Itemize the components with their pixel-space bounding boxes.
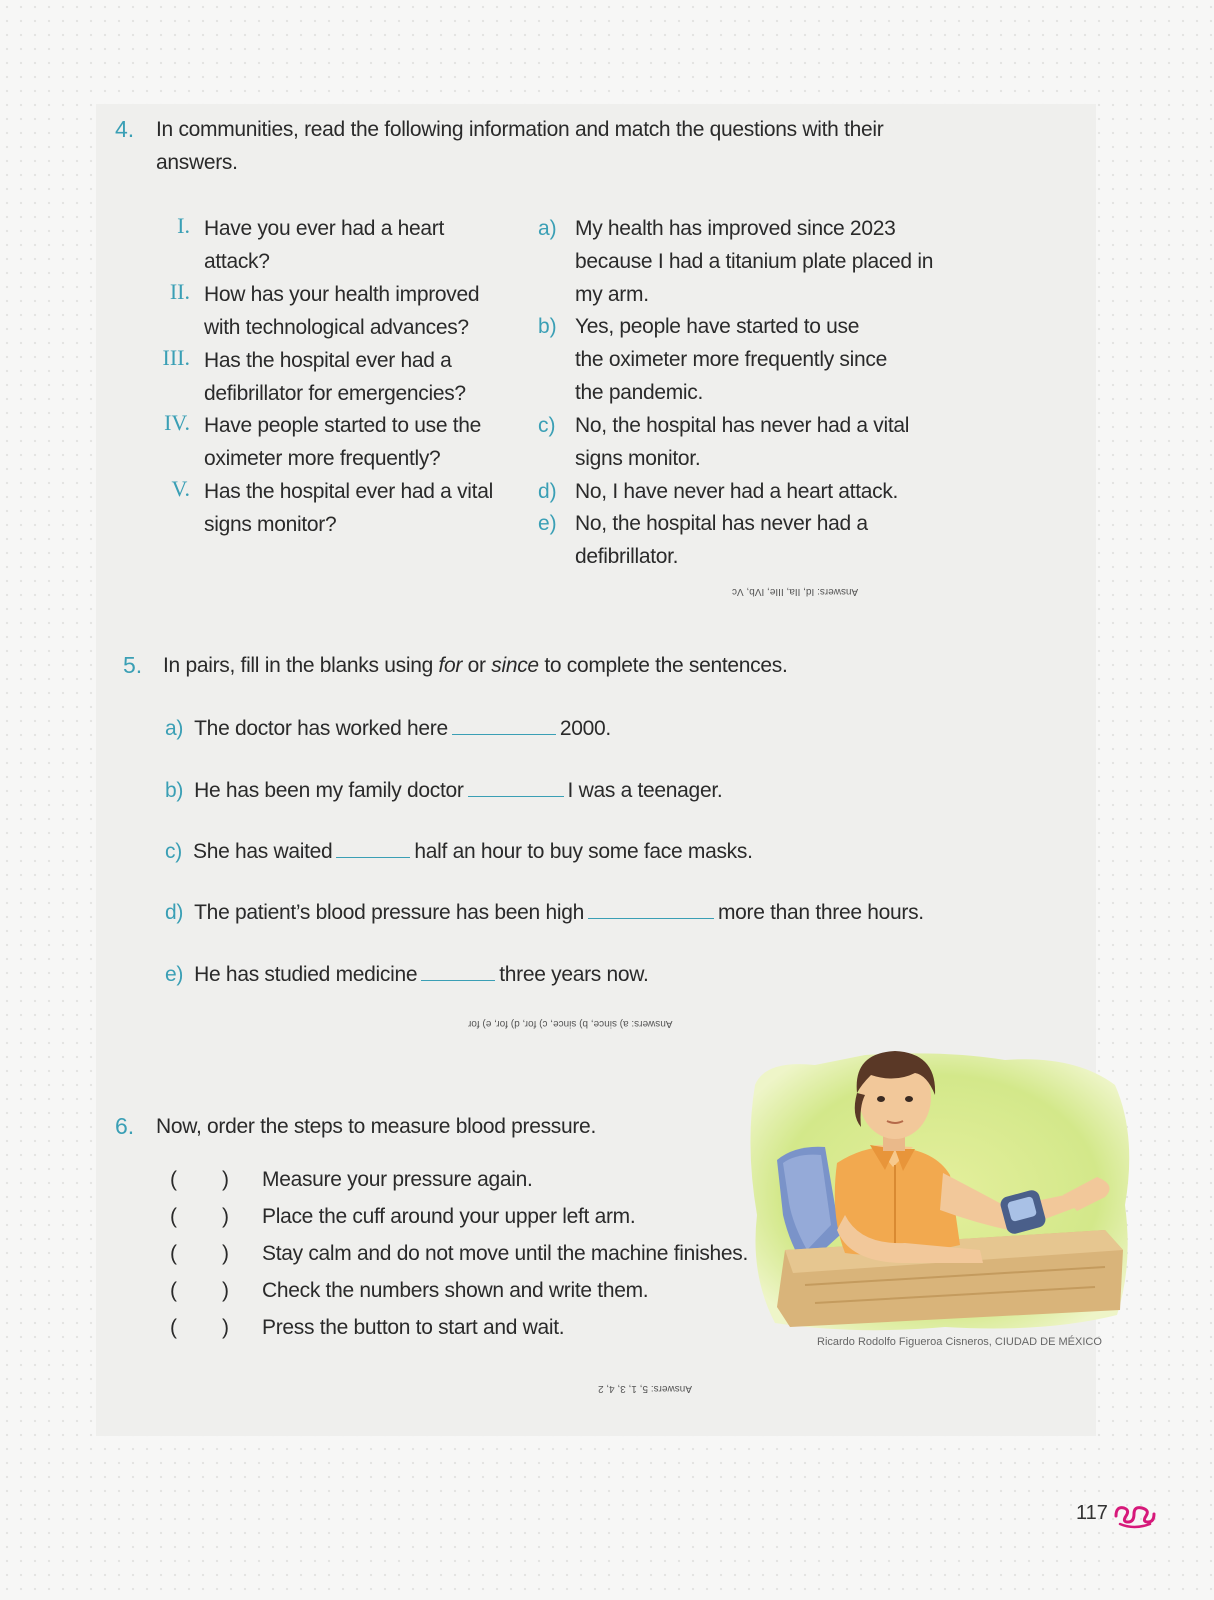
- answer-key-4: Answers: Id, IIa, IIIe, IVb, Vc: [732, 586, 859, 597]
- answer-text: the pandemic.: [575, 381, 704, 404]
- answer-text: Yes, people have started to use: [575, 315, 860, 338]
- sentence-letter: d): [165, 901, 184, 924]
- answer-letter: c): [538, 414, 556, 437]
- answer-text: the oximeter more frequently since: [575, 348, 887, 371]
- question-numeral: II.: [169, 279, 190, 304]
- answer-item: [575, 212, 955, 311]
- exercise-6-number: 6.: [115, 1113, 135, 1139]
- sentence-letter: a): [165, 717, 184, 740]
- sentence-row: [165, 960, 649, 990]
- answer-text: defibrillator.: [575, 545, 679, 568]
- answer-item: [575, 310, 955, 409]
- question-item: [204, 409, 504, 475]
- paren-close: ): [222, 1279, 229, 1302]
- sentence-before: He has been my family doctor: [194, 779, 464, 802]
- sentence-row: [165, 776, 722, 806]
- answer-item: [575, 475, 955, 508]
- answer-key-6: Answers: 5, 1, 3, 4, 2: [598, 1383, 692, 1394]
- blank-field[interactable]: [421, 960, 495, 981]
- instruction-line: In communities, read the following information and match the questions with their: [156, 118, 884, 141]
- question-text: signs monitor?: [204, 513, 337, 536]
- blank-field[interactable]: [452, 714, 556, 735]
- answer-text: because I had a titanium plate placed in: [575, 250, 934, 273]
- step-text: Check the numbers shown and write them.: [262, 1279, 649, 1302]
- sentence-letter: e): [165, 963, 184, 986]
- exercise-4-number: 4.: [115, 116, 135, 142]
- instruction-text: to complete the sentences.: [538, 654, 788, 677]
- step-text: Stay calm and do not move until the machine finishes.: [262, 1242, 749, 1265]
- sentence-after: 2000.: [559, 717, 611, 740]
- question-numeral: IV.: [164, 410, 190, 435]
- step-text: Measure your pressure again.: [262, 1168, 533, 1191]
- question-numeral: I.: [177, 213, 190, 238]
- paren-open: (: [170, 1168, 177, 1191]
- sentence-after: I was a teenager.: [567, 779, 723, 802]
- blank-field[interactable]: [588, 898, 714, 919]
- question-text: Have people started to use the: [204, 414, 482, 437]
- sentence-row: [165, 898, 924, 928]
- question-item: [204, 212, 504, 278]
- instruction-text: In pairs, fill in the blanks using: [163, 654, 439, 677]
- answer-letter: b): [538, 315, 557, 338]
- question-text: Has the hospital ever had a vital: [204, 480, 493, 503]
- paren-open: (: [170, 1205, 177, 1228]
- blank-field[interactable]: [336, 837, 410, 858]
- instruction-line: answers.: [156, 151, 238, 174]
- sentence-before: She has waited: [192, 840, 333, 863]
- paren-open: (: [170, 1242, 177, 1265]
- sentence-before: The doctor has worked here: [194, 717, 448, 740]
- blank-field[interactable]: [468, 776, 564, 797]
- answer-text: No, the hospital has never had a: [575, 512, 868, 535]
- instruction-keyword-since: since: [491, 654, 539, 677]
- paren-open: (: [170, 1279, 177, 1302]
- paren-close: ): [222, 1316, 229, 1339]
- answer-text: No, the hospital has never had a vital: [575, 414, 910, 437]
- paren-close: ): [222, 1205, 229, 1228]
- answer-text: No, I have never had a heart attack.: [575, 480, 899, 503]
- blood-pressure-illustration: [745, 1045, 1135, 1335]
- instruction-keyword-for: for: [438, 654, 463, 677]
- question-item: [204, 475, 504, 541]
- publisher-logo-icon: [1112, 1500, 1158, 1530]
- paren-close: ): [222, 1242, 229, 1265]
- sentence-letter: c): [165, 840, 182, 863]
- question-text: attack?: [204, 250, 270, 273]
- question-item: [204, 344, 504, 410]
- sentence-after: more than three hours.: [717, 901, 924, 924]
- illustration-credit: Ricardo Rodolfo Figueroa Cisneros, CIUDAD DE MÉXICO: [817, 1336, 1102, 1348]
- answer-text: signs monitor.: [575, 447, 701, 470]
- page-number: 117: [1076, 1502, 1108, 1524]
- question-numeral: V.: [171, 476, 190, 501]
- step-text: Press the button to start and wait.: [262, 1316, 565, 1339]
- instruction-text: or: [462, 654, 492, 677]
- question-text: How has your health improved: [204, 283, 480, 306]
- sentence-row: [165, 837, 753, 867]
- exercise-4-instruction: [156, 113, 956, 179]
- question-numeral: III.: [162, 345, 190, 370]
- answer-letter: e): [538, 512, 557, 535]
- question-text: Has the hospital ever had a: [204, 349, 452, 372]
- answer-text: My health has improved since 2023: [575, 217, 896, 240]
- answer-item: [575, 507, 955, 573]
- sentence-before: The patient’s blood pressure has been high: [194, 901, 584, 924]
- paren-close: ): [222, 1168, 229, 1191]
- answer-item: [575, 409, 955, 475]
- sentence-letter: b): [165, 779, 184, 802]
- step-text: Place the cuff around your upper left arm.: [262, 1205, 636, 1228]
- question-text: Have you ever had a heart: [204, 217, 444, 240]
- question-text: oximeter more frequently?: [204, 447, 441, 470]
- exercise-6-instruction: Now, order the steps to measure blood pressure.: [156, 1115, 596, 1138]
- sentence-after: half an hour to buy some face masks.: [414, 840, 753, 863]
- sentence-after: three years now.: [499, 963, 649, 986]
- answer-key-5: Answers: a) since, b) since, c) for, d) for, e) for: [468, 1018, 673, 1029]
- question-item: [204, 278, 504, 344]
- exercise-5-instruction: [163, 649, 788, 682]
- answer-text: my arm.: [575, 283, 649, 306]
- sentence-row: [165, 714, 611, 744]
- sentence-before: He has studied medicine: [194, 963, 418, 986]
- paren-open: (: [170, 1316, 177, 1339]
- answer-letter: a): [538, 217, 557, 240]
- answer-letter: d): [538, 480, 557, 503]
- question-text: with technological advances?: [204, 316, 469, 339]
- question-text: defibrillator for emergencies?: [204, 382, 466, 405]
- exercise-5-number: 5.: [123, 652, 143, 678]
